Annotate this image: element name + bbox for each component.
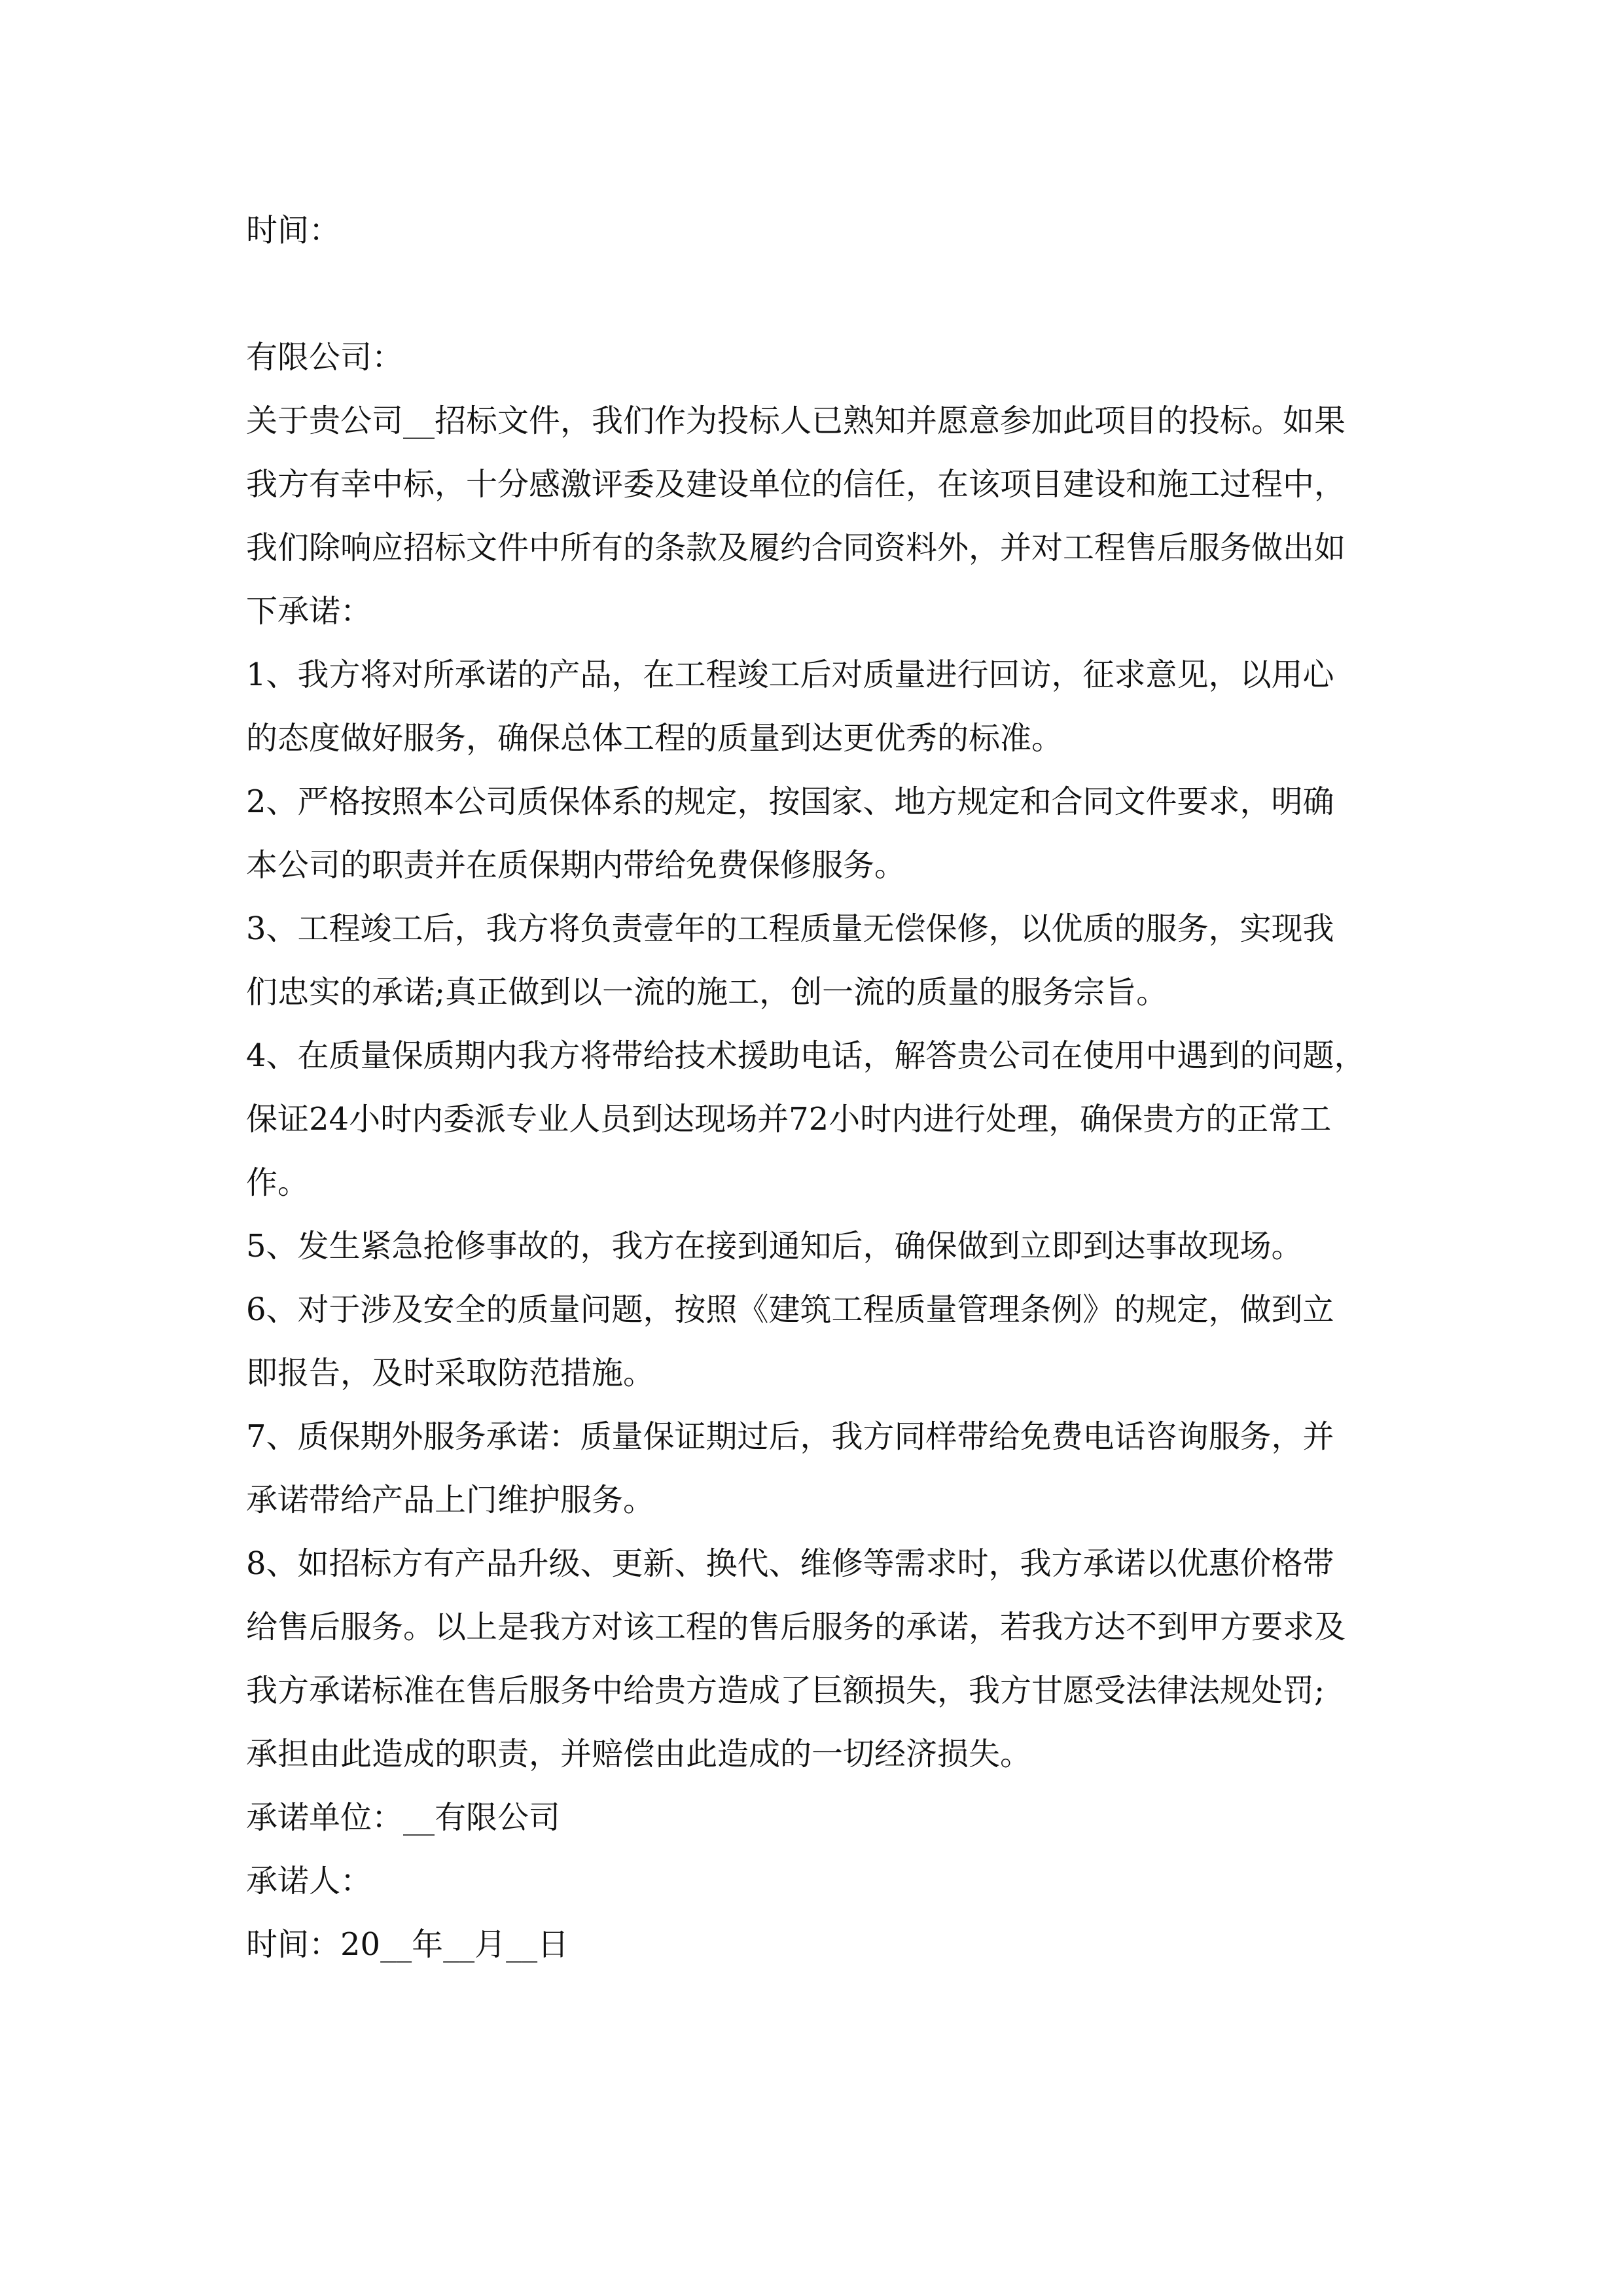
promise-item-8 [246,1532,1385,1786]
item-line: 5、发生紧急抢修事故的，我方在接到通知后，确保做到立即到达事故现场。 [246,1228,1303,1265]
item-line: 2、严格按照本公司质保体系的规定，按国家、地方规定和合同文件要求，明确 [246,783,1334,820]
item-line: 1、我方将对所承诺的产品，在工程竣工后对质量进行回访，征求意见，以用心 [246,656,1334,693]
intro-paragraph [246,389,1385,643]
intro-line: 我方有幸中标，十分感激评委及建设单位的信任，在该项目建设和施工过程中， [246,466,1346,503]
item-line: 我方承诺标准在售后服务中给贵方造成了巨额损失，我方甘愿受法律法规处罚; [246,1672,1325,1709]
intro-line: 我们除响应招标文件中所有的条款及履约合同资料外，并对工程售后服务做出如 [246,529,1346,566]
item-line: 作。 [246,1164,310,1201]
item-line: 们忠实的承诺;真正做到以一流的施工，创一流的质量的服务宗旨。 [246,974,1168,1011]
item-line: 即报告，及时采取防范措施。 [246,1355,655,1391]
document-body [246,199,1385,1977]
promise-item-4 [246,1024,1385,1215]
signature-date: 时间：20__年__月__日 [246,1926,569,1963]
item-line: 8、如招标方有产品升级、更新、换代、维修等需求时，我方承诺以优惠价格带 [246,1545,1334,1582]
addressee: 有限公司： [246,339,404,376]
time-header: 时间： [246,212,341,249]
item-line: 承担由此造成的职责，并赔偿由此造成的一切经济损失。 [246,1736,1032,1772]
signature-person: 承诺人： [246,1863,372,1899]
intro-line: 下承诺： [246,593,372,630]
promise-item-3 [246,897,1385,1024]
promise-item-2 [246,770,1385,897]
item-line: 3、工程竣工后，我方将负责壹年的工程质量无偿保修，以优质的服务，实现我 [246,910,1334,947]
item-line: 保证24小时内委派专业人员到达现场并72小时内进行处理，确保贵方的正常工 [246,1101,1332,1138]
promise-item-5 [246,1215,1385,1278]
item-line: 承诺带给产品上门维护服务。 [246,1482,655,1518]
signature-block [246,1786,1385,1977]
item-line: 4、在质量保质期内我方将带给技术援助电话，解答贵公司在使用中遇到的问题， [246,1037,1366,1074]
item-line: 的态度做好服务，确保总体工程的质量到达更优秀的标准。 [246,720,1063,757]
signature-unit: 承诺单位：__有限公司 [246,1799,561,1836]
promise-item-7 [246,1405,1385,1532]
item-line: 本公司的职责并在质保期内带给免费保修服务。 [246,847,906,884]
intro-line: 关于贵公司__招标文件，我们作为投标人已熟知并愿意参加此项目的投标。如果 [246,403,1346,439]
item-line: 6、对于涉及安全的质量问题，按照《建筑工程质量管理条例》的规定，做到立 [246,1291,1334,1328]
promise-item-6 [246,1278,1385,1405]
promise-item-1 [246,643,1385,770]
item-line: 给售后服务。以上是我方对该工程的售后服务的承诺，若我方达不到甲方要求及 [246,1609,1346,1645]
item-line: 7、质保期外服务承诺：质量保证期过后，我方同样带给免费电话咨询服务，并 [246,1418,1334,1455]
